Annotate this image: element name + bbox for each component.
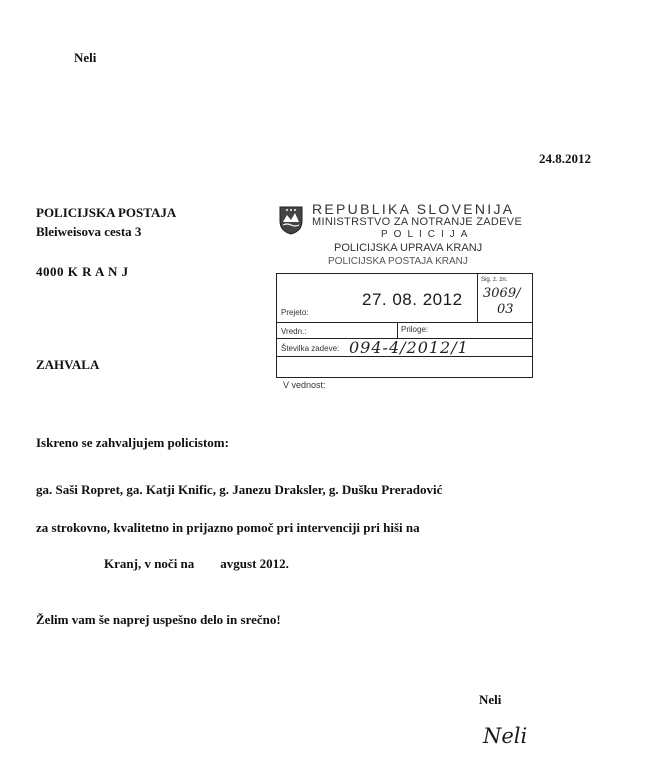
body-paragraph-1: Iskreno se zahvaljujem policistom: bbox=[36, 435, 229, 450]
stamp-stevilka-label: Številka zadeve: bbox=[281, 344, 340, 353]
stamp-line-2: MINISTRSTVO ZA NOTRANJE ZADEVE bbox=[312, 216, 523, 228]
stamp-line-5: POLICIJSKA POSTAJA KRANJ bbox=[328, 256, 468, 267]
recipient-line-3: 4000 K R A N J bbox=[36, 264, 129, 279]
stamp-sig-value-2: 03 bbox=[497, 302, 514, 317]
letter-date: 24.8.2012 bbox=[539, 151, 591, 166]
stamp-vredn-label: Vredn.: bbox=[281, 327, 307, 336]
stamp-sig-value: 3069/ bbox=[483, 286, 521, 301]
body-paragraph-5: Želim vam še naprej uspešno delo in srečno! bbox=[36, 612, 281, 627]
body-paragraph-2: ga. Saši Ropret, ga. Katji Knific, g. Janezu Draksler, g. Dušku Preradović bbox=[36, 482, 443, 497]
stamp-line-4: POLICIJSKA UPRAVA KRANJ bbox=[334, 242, 483, 254]
stamp-box bbox=[276, 273, 533, 378]
handwritten-signature: Neli bbox=[483, 724, 528, 748]
stamp-received-date: 27. 08. 2012 bbox=[362, 290, 463, 309]
closing-name: Neli bbox=[479, 692, 502, 707]
body-paragraph-4: Kranj, v noči na avgust 2012. bbox=[104, 556, 289, 571]
sender-name: Neli bbox=[74, 50, 97, 65]
stamp-prejeto-label: Prejeto: bbox=[281, 308, 309, 317]
recipient-line-1: POLICIJSKA POSTAJA bbox=[36, 205, 177, 220]
stamp-line-3: POLICIJA bbox=[381, 229, 474, 240]
letter-subject: ZAHVALA bbox=[36, 357, 100, 372]
coat-of-arms-icon bbox=[278, 205, 304, 235]
recipient-line-2: Bleiweisova cesta 3 bbox=[36, 224, 142, 239]
stamp-priloge-label: Priloge: bbox=[401, 325, 429, 334]
stamp-sig-label: Sig. z. zn. bbox=[481, 277, 508, 283]
stamp-line-1: REPUBLIKA SLOVENIJA bbox=[312, 201, 515, 217]
stamp-case-number: 094-4/2012/1 bbox=[349, 338, 469, 357]
body-paragraph-3: za strokovno, kvalitetno in prijazno pomoč pri intervenciji pri hiši na bbox=[36, 520, 420, 535]
stamp-vrednost-label: V vednost: bbox=[283, 380, 326, 390]
